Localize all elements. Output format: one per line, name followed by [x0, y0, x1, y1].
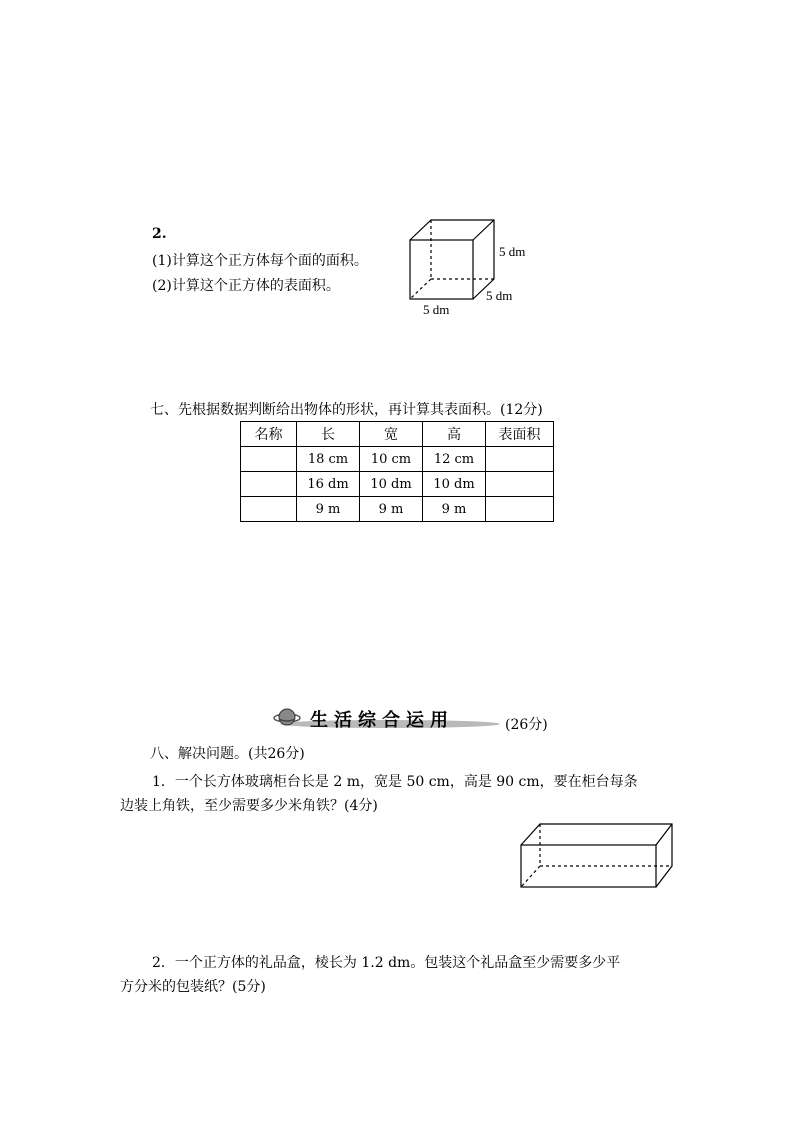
table-cell: 9 m: [423, 497, 486, 522]
header-surface-area: 表面积: [486, 422, 554, 447]
table-cell: 9 m: [297, 497, 360, 522]
banner-title: 生活综合运用: [310, 710, 454, 731]
table-cell: [241, 497, 297, 522]
table-cell: 9 m: [360, 497, 423, 522]
header-name: 名称: [241, 422, 297, 447]
problem-2-line-1: 2．一个正方体的礼品盒，棱长为 1.2 dm。包装这个礼品盒至少需要多少平: [152, 955, 621, 971]
problem-1-line-2: 边装上角铁，至少需要多少米角铁？(4分): [120, 798, 378, 814]
table-cell: [241, 472, 297, 497]
header-length: 长: [297, 422, 360, 447]
problem-2-line-2: 方分米的包装纸？(5分): [120, 979, 266, 995]
dimensions-table: [240, 421, 554, 522]
section-8-title: 八、解决问题。(共26分): [150, 746, 305, 762]
banner-score: (26分): [505, 717, 548, 733]
header-height: 高: [423, 422, 486, 447]
table-header-row: [241, 422, 554, 447]
cube-width-label: 5 dm: [423, 302, 450, 317]
table-cell: 16 dm: [297, 472, 360, 497]
table-cell: 10 dm: [423, 472, 486, 497]
table-row: [241, 472, 554, 497]
question-line-1: (1)计算这个正方体每个面的面积。: [152, 253, 368, 269]
table-cell: 10 dm: [360, 472, 423, 497]
cuboid-diagram: [515, 818, 680, 893]
cuboid-back-edges: [521, 824, 672, 887]
cube-height-label: 5 dm: [499, 244, 526, 259]
cube-diagram: [400, 210, 540, 320]
table-cell: [486, 447, 554, 472]
table-cell: 18 cm: [297, 447, 360, 472]
table-cell: 10 cm: [360, 447, 423, 472]
table-cell: [486, 472, 554, 497]
table-cell: [241, 447, 297, 472]
question-line-2: (2)计算这个正方体的表面积。: [152, 278, 340, 294]
question-number: 2.: [152, 226, 167, 242]
cube-front-face: [410, 240, 473, 299]
table-row: [241, 447, 554, 472]
section-7-title: 七、先根据数据判断给出物体的形状，再计算其表面积。(12分): [150, 402, 543, 418]
problem-1-line-1: 1．一个长方体玻璃柜台长是 2 m，宽是 50 cm，高是 90 cm，要在柜台每条: [152, 774, 638, 790]
header-width: 宽: [360, 422, 423, 447]
table-cell: 12 cm: [423, 447, 486, 472]
cuboid-hidden-edges: [521, 824, 672, 887]
table-cell: [486, 497, 554, 522]
cube-depth-label: 5 dm: [486, 288, 513, 303]
table-row: [241, 497, 554, 522]
